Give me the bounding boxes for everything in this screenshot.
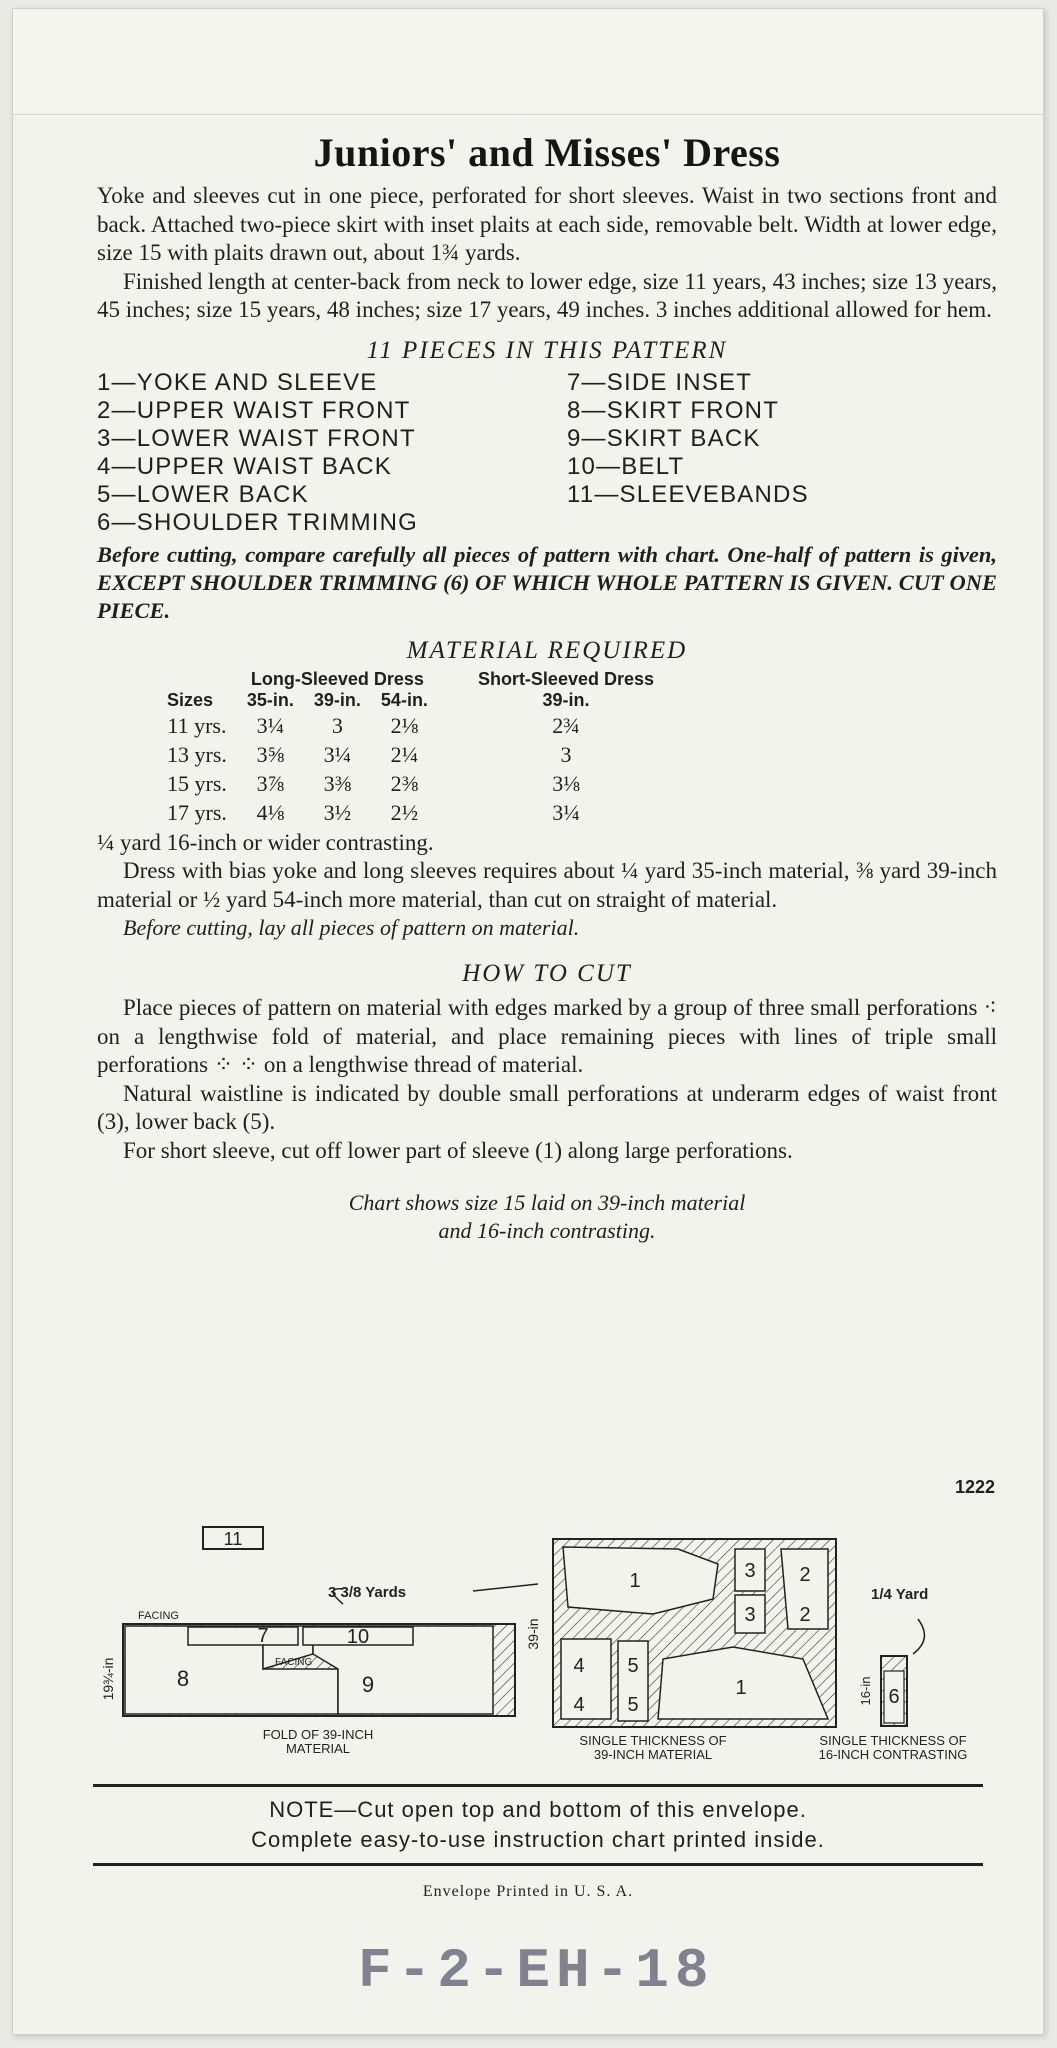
column-header: 39-in. [313, 689, 361, 710]
table-cell: 3⅝ [256, 741, 285, 767]
envelope-note [93, 1784, 983, 1866]
piece-label: 1 [629, 1570, 641, 1592]
piece-item: 2—UPPER WAIST FRONT [97, 396, 411, 424]
pattern-code: 1222 [954, 1477, 995, 1497]
layout-caption: SINGLE THICKNESS OF [819, 1733, 967, 1748]
table-cell: 2⅛ [390, 712, 419, 738]
cut-instruction-2: Natural waistline is indicated by double small perforations at underarm edges of waist front (3), lower back (5). [97, 1080, 997, 1134]
bias-note: Dress with bias yoke and long sleeves requires about ¼ yard 35-inch material, ⅜ yard 39-inch material or ½ yard 54-inch more material, than cut on straight of material. [97, 858, 997, 912]
table-row [157, 769, 664, 798]
layout-fold-39 [100, 1527, 538, 1756]
piece-label: 1 [735, 1677, 747, 1699]
table-cell: 15 yrs. [167, 770, 227, 796]
piece-label: 8 [176, 1666, 190, 1691]
layout-caption: 39-INCH MATERIAL [593, 1747, 713, 1762]
page-title: Juniors' and Misses' Dress [313, 130, 781, 175]
piece-label: 7 [257, 1625, 269, 1647]
layout-caption: SINGLE THICKNESS OF [579, 1733, 727, 1748]
column-header: 54-in. [380, 689, 428, 710]
pieces-heading: 11 PIECES IN THIS PATTERN [366, 336, 728, 364]
width-label: 19¾-in [100, 1657, 116, 1701]
piece-label: 3 [744, 1604, 756, 1626]
chart-caption: and 16-inch contrasting. [438, 1218, 656, 1243]
layout-caption: FOLD OF 39-INCH [262, 1727, 374, 1742]
width-label: 39-in [525, 1618, 541, 1650]
short-sleeved-header: Short-Sleeved Dress [477, 668, 655, 689]
table-cell: 3 [331, 712, 343, 738]
pieces-list [97, 369, 997, 537]
table-row [157, 798, 664, 827]
note-line: NOTE—Cut open top and bottom of this envelope. [269, 1797, 807, 1822]
contrasting-note: ¼ yard 16-inch or wider contrasting. [97, 829, 434, 855]
piece-item: 6—SHOULDER TRIMMING [97, 508, 419, 536]
piece-label: 11 [223, 1529, 243, 1549]
table-cell: 13 yrs. [167, 741, 227, 767]
piece-label: 5 [627, 1694, 639, 1716]
piece-item: 9—SKIRT BACK [567, 424, 761, 452]
piece-item: 5—LOWER BACK [97, 480, 309, 508]
piece-item: 4—UPPER WAIST BACK [97, 452, 392, 480]
material-table [157, 669, 664, 827]
layout-caption: MATERIAL [285, 1741, 351, 1756]
facing-label: FACING [275, 1657, 313, 1668]
column-header: Sizes [167, 689, 214, 710]
table-cell: 3 [560, 741, 572, 767]
piece-label: 5 [627, 1655, 639, 1677]
piece-label: 4 [573, 1694, 585, 1716]
column-header: 35-in. [246, 689, 294, 710]
long-sleeved-header: Long-Sleeved Dress [250, 668, 424, 689]
layout-single-39 [525, 1539, 836, 1762]
table-cell: 3⅞ [256, 770, 285, 796]
piece-item: 7—SIDE INSET [567, 368, 753, 396]
table-cell: 3½ [323, 799, 352, 825]
facing-label: FACING [138, 1610, 179, 1622]
lay-note: Before cutting, lay all pieces of pattern on material. [123, 915, 580, 940]
printed-in-label: Envelope Printed in U. S. A. [422, 1883, 634, 1900]
piece-label: 6 [888, 1686, 900, 1708]
before-cutting-note: Before cutting, compare carefully all pieces of pattern with chart. One-half of pattern is given, EXCEPT SHOULDER TRIMMING (6) OF WHICH WHOLE PATTERN IS GIVEN. CUT ONE PIECE. [97, 541, 997, 623]
piece-label: 3 [744, 1560, 756, 1582]
piece-item: 1—YOKE AND SLEEVE [97, 368, 378, 396]
envelope-flap [13, 9, 1043, 115]
table-cell: 3¼ [552, 799, 580, 825]
pattern-envelope [12, 8, 1044, 2035]
piece-item: 3—LOWER WAIST FRONT [97, 424, 416, 452]
piece-label: 10 [346, 1626, 370, 1648]
piece-label: 9 [361, 1672, 375, 1697]
cutting-layout-diagram [13, 1519, 1043, 1779]
layout-caption: 16-INCH CONTRASTING [818, 1747, 968, 1762]
table-cell: 11 yrs. [167, 712, 227, 738]
cut-instruction-1: Place pieces of pattern on material with edges marked by a group of three small perforations ⁖ on a lengthwise fold of material, and place remaining pieces with lines of triple small perforations ⁘ ⁘ on a lengthwise thread of material. [97, 995, 997, 1077]
chart-caption: Chart shows size 15 laid on 39-inch material [348, 1190, 746, 1215]
table-cell: 3⅜ [323, 770, 352, 796]
width-label: 16-in [858, 1676, 873, 1706]
table-cell: 2½ [390, 799, 419, 825]
piece-label: 2 [799, 1604, 811, 1626]
yardage-label: 1/4 Yard [871, 1586, 929, 1603]
table-cell: 17 yrs. [167, 799, 227, 825]
table-cell: 2¼ [390, 741, 419, 767]
layout-contrasting-16 [819, 1586, 968, 1762]
cut-instruction-3: For short sleeve, cut off lower part of sleeve (1) along large perforations. [123, 1137, 793, 1163]
envelope-content [97, 129, 997, 1245]
piece-item: 11—SLEEVEBANDS [567, 480, 809, 508]
yardage-label: 3 3/8 Yards [328, 1584, 407, 1601]
piece-item: 10—BELT [567, 452, 685, 480]
table-row [157, 711, 664, 740]
material-heading: MATERIAL REQUIRED [406, 636, 688, 664]
piece-label: 2 [799, 1564, 811, 1586]
piece-item: 8—SKIRT FRONT [567, 396, 780, 424]
table-cell: 3¼ [256, 712, 285, 738]
table-cell: 2¾ [552, 712, 580, 738]
column-header: 39-in. [542, 689, 590, 710]
description-paragraph: Yoke and sleeves cut in one piece, perforated for short sleeves. Waist in two sections front and back. Attached two-piece skirt with inset plaits at each side, removable belt. Width at lower edge, size 15 with plaits drawn out, about 1¾ yards. [97, 183, 997, 265]
how-to-cut-heading: HOW TO CUT [462, 960, 632, 987]
note-line: Complete easy-to-use instruction chart printed inside. [251, 1827, 825, 1852]
table-cell: 3¼ [323, 741, 352, 767]
table-cell: 2⅜ [390, 770, 419, 796]
length-paragraph: Finished length at center-back from neck to lower edge, size 11 years, 43 inches; size 13 years, 45 inches; size 15 years, 48 inches; size 17 years, 49 inches. 3 inches additional allowed for hem. [97, 268, 997, 322]
table-cell: 4⅛ [256, 799, 285, 825]
ink-stamp: F-2-EH-18 [358, 1939, 715, 2003]
table-row [157, 740, 664, 769]
piece-label: 4 [573, 1655, 585, 1677]
table-cell: 3⅛ [552, 770, 580, 796]
